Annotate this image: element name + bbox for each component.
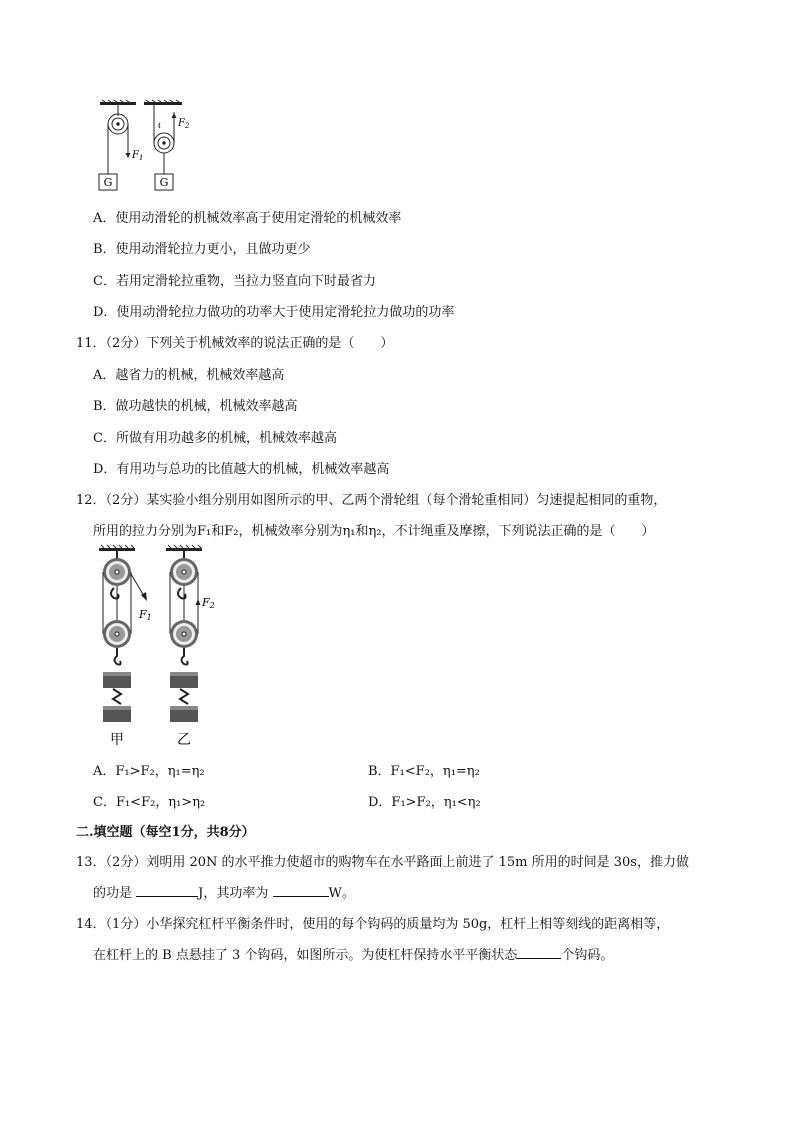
ceiling-jia xyxy=(99,545,135,551)
q14-line1: 14．（1分）小华探究杠杆平衡条件时，使用的每个钩码的质量均为 50g，杠杆上相等刻线的距离相等， xyxy=(76,917,670,932)
q10-option-a: A．使用动滑轮的机械效率高于使用定滑轮的机械效率 xyxy=(93,211,402,226)
arrow-f1 xyxy=(126,142,131,158)
label-f2: F2 xyxy=(202,596,215,610)
q10-option-b: B．使用动滑轮拉力更小，且做功更少 xyxy=(93,242,311,257)
q11-option-d: D．有用功与总功的比值越大的机械，机械效率越高 xyxy=(93,462,390,477)
q12-stem-line2: 所用的拉力分别为F₁和F₂，机械效率分别为η₁和η₂，不计绳重及摩擦，下列说法正确的是（ ） xyxy=(93,524,655,539)
label-yi: 乙 xyxy=(177,732,191,748)
q14-answer-blank[interactable] xyxy=(517,946,561,959)
q12-option-c: C．F₁<F₂，η₁>η₂ xyxy=(93,795,206,810)
ceiling-right xyxy=(144,100,182,105)
q13-line2 xyxy=(93,882,355,901)
label-g-left: G xyxy=(103,176,113,189)
arrow-f1 xyxy=(131,574,147,601)
pulley-block-jia xyxy=(103,551,131,722)
movable-pulley xyxy=(154,105,174,174)
label-f2: $F_2$ xyxy=(178,118,190,130)
q14-text-a: 在杠杆上的 B 点悬挂了 3 个钩码，如图所示。为使杠杆保持水平平衡状态 xyxy=(93,948,518,963)
q13-line1: 13．（2分）刘明用 20N 的水平推力使超市的购物车在水平路面上前进了 15m 所用的时间是 30s，推力做 xyxy=(76,855,689,870)
ceiling-left xyxy=(100,100,136,105)
q14-text-b: 个钩码。 xyxy=(561,948,614,963)
q12-pulley-block-figure xyxy=(96,544,224,750)
q12-option-b: B．F₁<F₂，η₁=η₂ xyxy=(368,764,480,779)
label-g-right: G xyxy=(159,176,169,189)
pulley-block-yi xyxy=(170,551,198,722)
q13-answer-blank-1[interactable] xyxy=(136,884,198,897)
q10-option-c: C．若用定滑轮拉重物，当拉力竖直向下时最省力 xyxy=(93,274,376,289)
q12-option-d: D．F₁>F₂，η₁<η₂ xyxy=(368,795,481,810)
q11-option-a: A．越省力的机械，机械效率越高 xyxy=(93,368,285,383)
ceiling-yi xyxy=(166,545,202,551)
label-f1: F1 xyxy=(139,608,152,622)
q13-text-c: W。 xyxy=(328,886,355,901)
label-jia: 甲 xyxy=(110,732,124,748)
fixed-pulley xyxy=(108,105,128,174)
arrow-f2 xyxy=(196,599,201,618)
q11-option-c: C．所做有用功越多的机械，机械效率越高 xyxy=(93,431,337,446)
q13-text-a: 的功是 xyxy=(93,886,137,901)
q13-text-b: J，其功率为 xyxy=(198,886,273,901)
q10-option-d: D．使用动滑轮拉力做功的功率大于使用定滑轮拉力做功的功率 xyxy=(93,305,455,320)
q13-answer-blank-2[interactable] xyxy=(273,884,329,897)
q12-option-a: A．F₁>F₂，η₁=η₂ xyxy=(93,764,205,779)
arrow-f2 xyxy=(172,113,177,128)
q11-option-b: B．做功越快的机械，机械效率越高 xyxy=(93,399,298,414)
q10-pulley-figure xyxy=(96,98,192,194)
q11-stem: 11．（2分）下列关于机械效率的说法正确的是（ ） xyxy=(76,336,394,351)
q12-stem-line1: 12．（2分）某实验小组分别用如图所示的甲、乙两个滑轮组（每个滑轮重相同）匀速提起相同的重物， xyxy=(76,493,667,508)
section-title-fill-in: 二.填空题（每空1分，共8分） xyxy=(76,825,255,840)
q14-line2 xyxy=(93,944,613,963)
label-f1: $F_1$ xyxy=(132,150,144,162)
